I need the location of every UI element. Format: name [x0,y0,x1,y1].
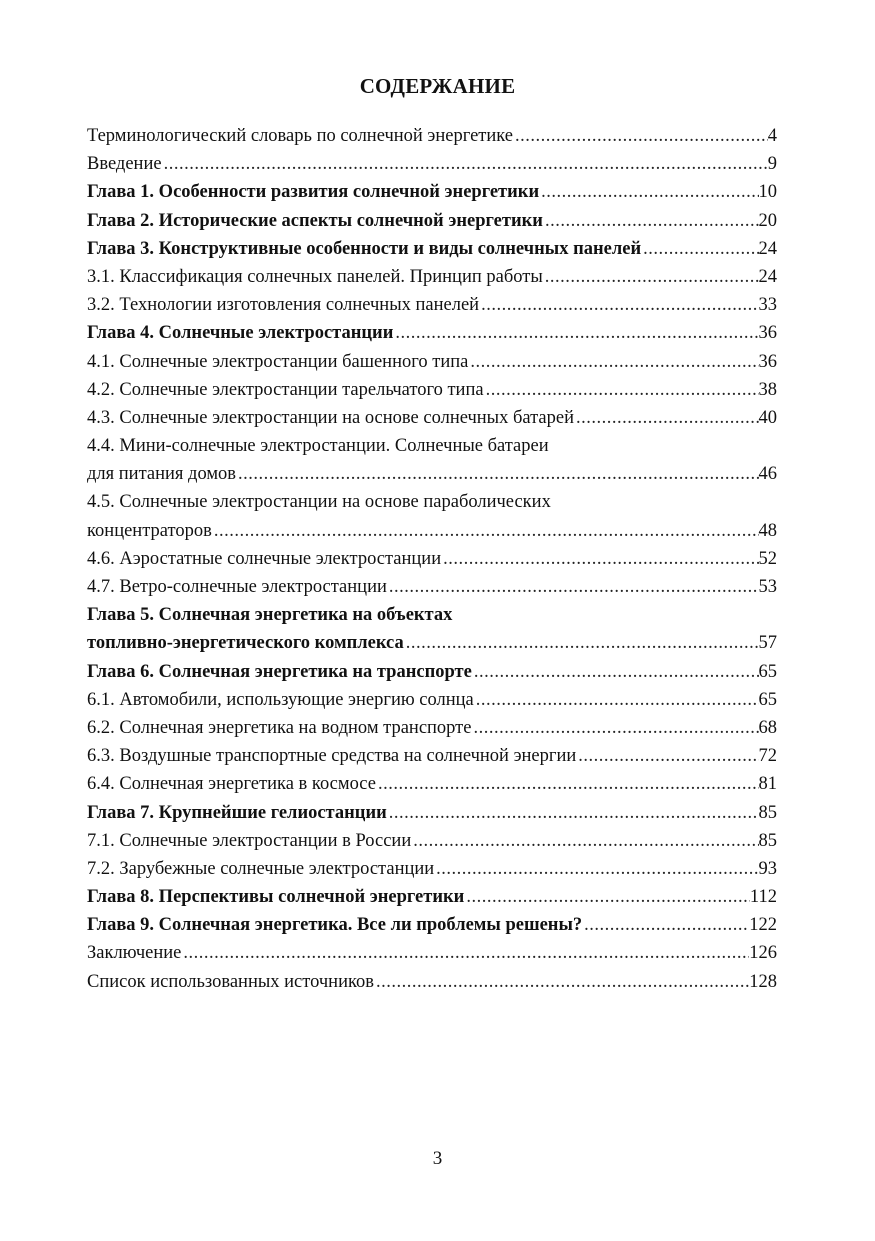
toc-entry-label: для питания домов [87,464,237,485]
dot-leader [576,742,758,770]
toc-entry-page: 122 [749,915,777,936]
toc-entry-page: 112 [749,887,777,908]
toc-chapter [87,911,777,939]
dot-leader [464,883,750,911]
toc-entry-label: Глава 9. Солнечная энергетика. Все ли проблемы решены? [87,915,583,936]
toc-entry [87,770,777,798]
toc-entry [87,348,777,376]
toc-entry-label: 7.2. Зарубежные солнечные электростанции [87,858,435,879]
toc-entry [87,855,777,883]
dot-leader [236,460,758,488]
dot-leader [212,517,759,545]
toc-entry-label: Глава 2. Исторические аспекты солнечной энергетики [87,210,543,231]
table-of-contents [87,122,777,996]
toc-entry-page: 81 [758,774,777,795]
toc-entry [87,714,777,742]
dot-leader [404,629,759,657]
dot-leader [434,855,758,883]
toc-entry-label: 4.6. Аэростатные солнечные электростанции [87,548,442,569]
toc-entry-page: 52 [758,548,777,569]
toc-entry-label: 3.2. Технологии изготовления солнечных панелей [87,295,480,316]
toc-chapter [87,658,777,686]
toc-entry-page: 24 [758,238,777,259]
dot-leader [543,263,759,291]
dot-leader [441,545,758,573]
toc-entry-label: 4.2. Солнечные электростанции тарельчатого типа [87,379,484,400]
toc-entry-label: Терминологический словарь по солнечной энергетике [87,126,514,146]
dot-leader [574,404,758,432]
toc-chapter [87,207,777,235]
toc-chapter [87,799,777,827]
toc-entry-first-line: Глава 5. Солнечная энергетика на объектах [87,605,453,626]
dot-leader [539,178,758,206]
toc-entry [87,939,777,967]
toc-entry-label: Список использованных источников [87,971,375,992]
dot-leader [484,376,759,404]
toc-entry-label: 4.7. Ветро-солнечные электростанции [87,577,387,598]
toc-entry-page: 36 [758,323,777,344]
dot-leader [411,827,758,855]
toc-entry [87,968,777,996]
dot-leader [641,235,758,263]
toc-entry-page: 68 [758,717,777,738]
toc-entry-page: 9 [767,154,777,175]
toc-entry-label: Глава 6. Солнечная энергетика на транспорте [87,661,472,682]
toc-entry-page: 20 [758,210,777,231]
toc-entry [87,488,777,544]
toc-entry-page: 33 [758,295,777,316]
dot-leader [543,207,759,235]
toc-entry-page: 85 [758,830,777,851]
toc-entry-page: 10 [758,182,777,203]
toc-entry [87,122,777,150]
toc-entry [87,432,777,488]
toc-entry-page: 24 [758,266,777,287]
toc-entry-page: 128 [749,971,777,992]
dot-leader [474,686,759,714]
dot-leader [479,291,758,319]
toc-entry-page: 53 [758,577,777,598]
toc-chapter [87,601,777,657]
toc-entry [87,404,777,432]
dot-leader [582,911,749,939]
dot-leader [393,319,758,347]
dot-leader [387,799,759,827]
dot-leader [468,348,758,376]
toc-entry-page: 126 [749,943,777,964]
dot-leader [376,770,759,798]
toc-entry [87,150,777,178]
dot-leader [471,714,758,742]
toc-entry-label: 6.4. Солнечная энергетика в космосе [87,774,376,795]
toc-entry-page: 85 [758,802,777,823]
toc-entry-page: 40 [758,407,777,428]
toc-entry-page: 38 [758,379,777,400]
toc-entry [87,376,777,404]
toc-entry-page: 46 [758,464,777,485]
page-number: 3 [432,1148,443,1169]
dot-leader [387,573,759,601]
toc-entry-label: 3.1. Классификация солнечных панелей. Принцип работы [87,266,543,287]
toc-entry [87,573,777,601]
toc-entry-label: Глава 4. Солнечные электростанции [87,323,394,344]
toc-entry-page: 48 [758,520,777,541]
toc-chapter [87,178,777,206]
toc-entry-label: 6.1. Автомобили, использующие энергию солнца [87,689,474,710]
dot-leader [472,658,759,686]
toc-entry-page: 65 [758,661,777,682]
toc-entry-label: топливно-энергетического комплекса [87,633,404,654]
toc-entry-label: Заключение [87,943,182,964]
dot-leader [162,150,768,178]
toc-entry-label: 4.3. Солнечные электростанции на основе солнечных батарей [87,407,575,428]
toc-entry-label: концентраторов [87,520,212,541]
dot-leader [374,968,749,996]
toc-entry-label: Введение [87,154,162,175]
toc-chapter [87,235,777,263]
toc-entry-label: 6.2. Солнечная энергетика на водном транспорте [87,717,472,738]
toc-entry [87,291,777,319]
toc-entry-page: 36 [758,351,777,372]
toc-entry-label: 6.3. Воздушные транспортные средства на солнечной энергии [87,746,577,767]
toc-entry [87,742,777,770]
toc-entry-label: Глава 7. Крупнейшие гелиостанции [87,802,387,823]
toc-entry [87,686,777,714]
toc-entry-label: 7.1. Солнечные электростанции в России [87,830,412,851]
toc-entry-first-line: 4.4. Мини-солнечные электростанции. Солнечные батареи [87,436,549,457]
toc-entry [87,263,777,291]
toc-entry-page: 93 [758,858,777,879]
toc-entry [87,827,777,855]
toc-chapter [87,319,777,347]
toc-entry-label: Глава 3. Конструктивные особенности и виды солнечных панелей [87,238,642,259]
toc-entry-label: Глава 1. Особенности развития солнечной энергетики [87,182,540,203]
toc-entry-first-line: 4.5. Солнечные электростанции на основе параболических [87,492,551,513]
toc-entry-page: 57 [758,633,777,654]
toc-chapter [87,883,777,911]
toc-entry-page: 4 [767,126,777,146]
toc-entry-label: 4.1. Солнечные электростанции башенного типа [87,351,469,372]
page-title: СОДЕРЖАНИЕ [359,74,516,98]
toc-entry [87,545,777,573]
dot-leader [181,939,749,967]
dot-leader [513,122,768,150]
toc-entry-page: 72 [758,746,777,767]
toc-entry-page: 65 [758,689,777,710]
toc-entry-label: Глава 8. Перспективы солнечной энергетики [87,887,465,908]
